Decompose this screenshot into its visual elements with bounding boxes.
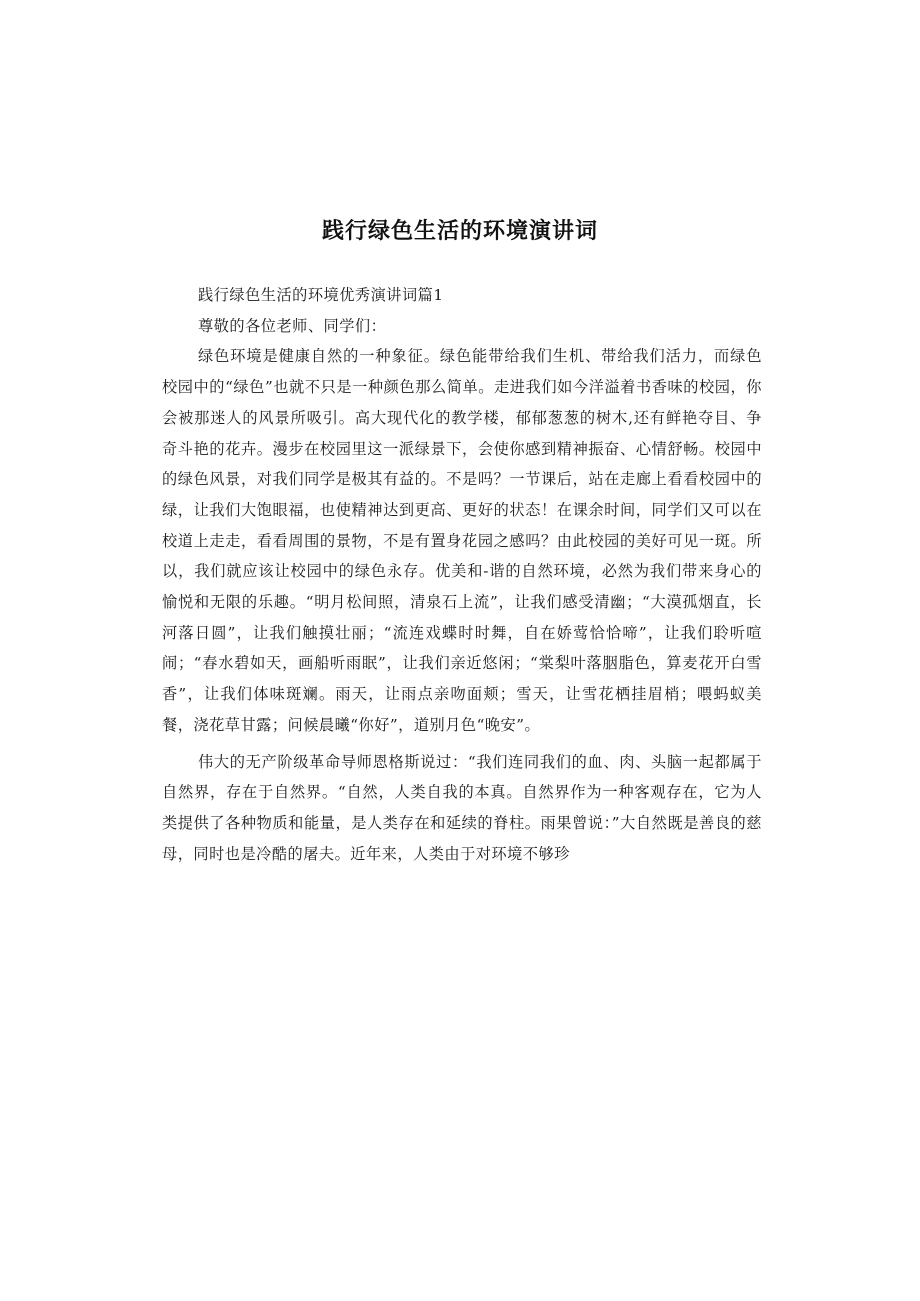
- paragraph: 伟大的无产阶级革命导师恩格斯说过：“我们连同我们的血、肉、头脑一起都属于自然界，存在于自然界。“自然，人类自我的本真。自然界作为一种客观存在，它为人类提供了各种物质和能量，是人类存在和延续的脊柱。雨果曾说：”大自然既是善良的慈母，同时也是冷酷的屠夫。近年来，人类由于对环境不够珍: [162, 752, 762, 863]
- paragraph: 绿色环境是健康自然的一种象征。绿色能带给我们生机、带给我们活力，而绿色校园中的“绿色”也就不只是一种颜色那么简单。走进我们如今洋溢着书香味的校园，你会被那迷人的风景所吸引。高大现代化的教学楼，郁郁葱葱的树木,还有鲜艳夺目、争奇斗艳的花卉。漫步在校园里这一派绿景下，会使你感到精神振奋、心情舒畅。校园中的绿色风景，对我们同学是极其有益的。不是吗？一节课后，站在走廊上看看校园中的绿，让我们大饱眼福，也使精神达到更高、更好的状态！在课余时间，同学们又可以在校道上走走，看看周围的景物，不是有置身花园之感吗？由此校园的美好可见一斑。所以，我们就应该让校园中的绿色永存。优美和-谐的自然环境，必然为我们带来身心的愉悦和无限的乐趣。“明月松间照，清泉石上流”，让我们感受清幽；“大漠孤烟直，长河落日圆”，让我们触摸壮丽；“流连戏蝶时时舞，自在娇莺恰恰啼”，让我们聆听喧闹；“春水碧如天，画船听雨眠”，让我们亲近悠闲；“棠梨叶落胭脂色，算麦花开白雪香”，让我们体味斑斓。雨天，让雨点亲吻面颊；雪天，让雪花栖挂眉梢；喂蚂蚁美餐，浇花草甘露；问候晨曦“你好”，道别月色“晚安”。: [162, 347, 762, 734]
- document-body: [162, 280, 762, 869]
- section-subtitle: 践行绿色生活的环境优秀演讲词篇1: [198, 286, 444, 304]
- document-title: 践行绿色生活的环境演讲词: [321, 219, 598, 244]
- greeting-line: 尊敬的各位老师、同学们：: [198, 316, 387, 335]
